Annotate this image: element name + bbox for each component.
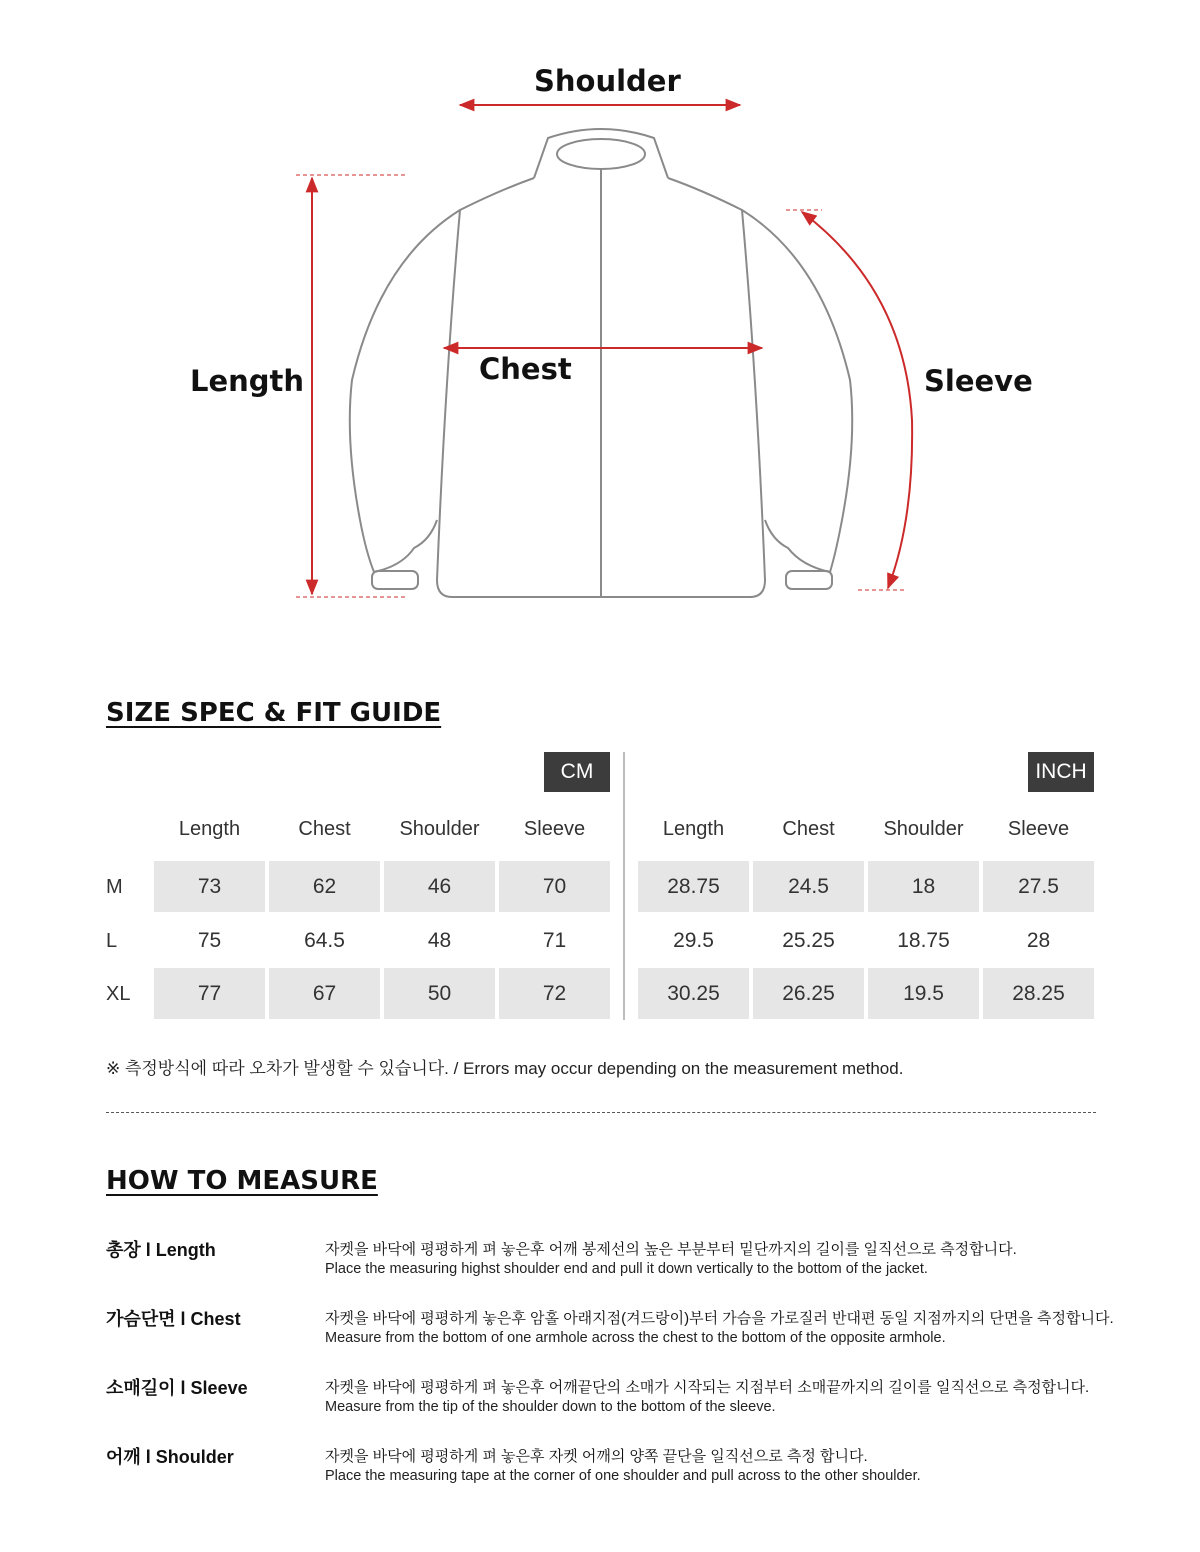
- measure-kr-chest: 자켓을 바닥에 평평하게 놓은후 암홀 아래지점(겨드랑이)부터 가슴을 가로질러 반대편 동일 지점까지의 단면을 측정합니다.: [325, 1310, 1114, 1327]
- measure-label-sleeve: 소매길이 l Sleeve: [106, 1378, 248, 1398]
- cm-header-chest: Chest: [298, 818, 351, 840]
- table-cell: 29.5: [673, 928, 714, 952]
- measure-label-shoulder: 어깨 l Shoulder: [106, 1447, 234, 1467]
- size-label-m: M: [106, 876, 123, 898]
- inch-unit-badge: INCH: [1028, 752, 1094, 792]
- shoulder-label: Shoulder: [534, 64, 681, 98]
- table-cell: 62: [269, 861, 380, 912]
- table-cell: 50: [384, 968, 495, 1019]
- section-divider: [106, 1112, 1096, 1113]
- inch-header-chest: Chest: [782, 818, 835, 840]
- jacket-outline: [350, 129, 852, 597]
- size-label-xl: XL: [106, 983, 131, 1005]
- cm-header-shoulder: Shoulder: [399, 818, 480, 840]
- measure-label-chest: 가슴단면 l Chest: [106, 1309, 241, 1329]
- how-to-measure-title: HOW TO MEASURE: [106, 1166, 378, 1196]
- measure-en-chest: Measure from the bottom of one armhole across the chest to the bottom of the opposite armhole.: [325, 1330, 946, 1346]
- table-cell: 77: [154, 968, 265, 1019]
- table-cell: 24.5: [753, 861, 864, 912]
- cm-unit-badge: CM: [544, 752, 610, 792]
- sleeve-label: Sleeve: [924, 364, 1033, 398]
- table-cell: 28: [1026, 928, 1051, 952]
- table-cell: 67: [269, 968, 380, 1019]
- table-cell: 75: [197, 928, 222, 952]
- table-cell: 70: [499, 861, 610, 912]
- sleeve-arrow: [802, 212, 912, 588]
- table-cell: 72: [499, 968, 610, 1019]
- size-spec-title: SIZE SPEC & FIT GUIDE: [106, 698, 442, 728]
- inch-header-shoulder: Shoulder: [883, 818, 964, 840]
- measurement-diagram: [0, 0, 1200, 640]
- measure-kr-shoulder: 자켓을 바닥에 평평하게 펴 놓은후 자켓 어깨의 양쪽 끝단을 일직선으로 측정 합니다.: [325, 1448, 868, 1465]
- table-cell: 48: [427, 928, 452, 952]
- table-cell: 71: [542, 928, 567, 952]
- cm-header-length: Length: [178, 818, 241, 840]
- inch-header-length: Length: [662, 818, 725, 840]
- chest-label: Chest: [479, 352, 572, 386]
- measure-en-sleeve: Measure from the tip of the shoulder down to the bottom of the sleeve.: [325, 1399, 776, 1415]
- table-cell: 64.5: [304, 928, 345, 952]
- unit-divider: [623, 752, 625, 1020]
- table-cell: 28.75: [638, 861, 749, 912]
- measure-kr-sleeve: 자켓을 바닥에 평평하게 펴 놓은후 어깨끝단의 소매가 시작되는 지점부터 소매끝까지의 길이를 일직선으로 측정합니다.: [325, 1379, 1090, 1396]
- table-cell: 73: [154, 861, 265, 912]
- cm-header-sleeve: Sleeve: [523, 818, 586, 840]
- table-cell: 28.25: [983, 968, 1094, 1019]
- table-cell: 18: [868, 861, 979, 912]
- size-label-l: L: [106, 930, 118, 952]
- table-cell: 27.5: [983, 861, 1094, 912]
- measure-kr-length: 자켓을 바닥에 평평하게 펴 놓은후 어깨 봉제선의 높은 부분부터 밑단까지의 길이를 일직선으로 측정합니다.: [325, 1241, 1017, 1258]
- measure-en-length: Place the measuring highst shoulder end and pull it down vertically to the bottom of the jacket.: [325, 1261, 928, 1277]
- table-cell: 18.75: [897, 928, 950, 952]
- table-cell: 19.5: [868, 968, 979, 1019]
- table-cell: 26.25: [753, 968, 864, 1019]
- length-label: Length: [190, 364, 305, 398]
- table-cell: 46: [384, 861, 495, 912]
- measurement-note: ※ 측정방식에 따라 오차가 발생할 수 있습니다. / Errors may occur depending on the measurement method.: [106, 1059, 904, 1078]
- measure-label-length: 총장 l Length: [106, 1240, 216, 1260]
- measure-en-shoulder: Place the measuring tape at the corner of one shoulder and pull across to the other shoulder.: [325, 1468, 921, 1484]
- table-cell: 30.25: [638, 968, 749, 1019]
- inch-header-sleeve: Sleeve: [1007, 818, 1070, 840]
- measure-arrows: [312, 105, 912, 594]
- table-cell: 25.25: [782, 928, 835, 952]
